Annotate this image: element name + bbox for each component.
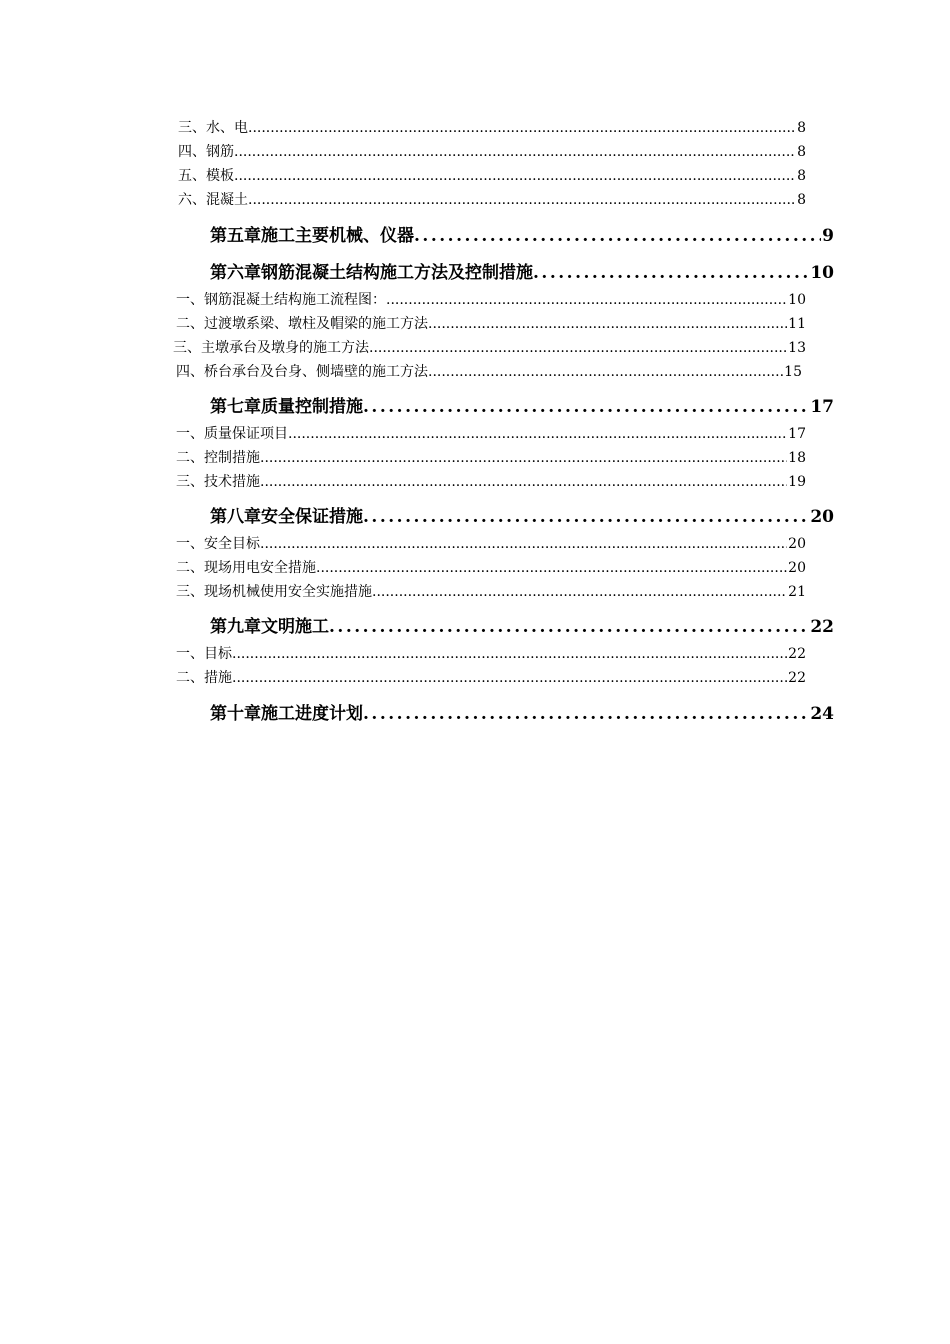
toc-entry-page: 10 [788, 292, 806, 308]
chapter-number: 第五章 [210, 226, 261, 246]
toc-entry-page: 18 [788, 450, 806, 466]
toc-chapter[interactable] [210, 224, 834, 248]
toc-chapter[interactable] [210, 395, 834, 419]
toc-entry-label: 三、技术措施 [176, 474, 260, 490]
toc-entry-label: 五、模板 [178, 168, 234, 184]
toc-entry-label: 一、安全目标 [176, 536, 260, 552]
toc-entry-page: 8 [797, 168, 806, 184]
toc-entry[interactable] [178, 142, 806, 162]
dot-leader [414, 224, 821, 248]
toc-entry-label: 一、目标 [176, 646, 232, 662]
dot-leader [232, 644, 787, 664]
dot-leader [428, 314, 787, 334]
toc-entry-label: 一、钢筋混凝土结构施工流程图： [176, 292, 386, 308]
chapter-page: 20 [810, 507, 834, 527]
toc-entry[interactable] [176, 644, 806, 664]
toc-entry[interactable] [176, 448, 806, 468]
toc-chapter[interactable] [210, 702, 834, 726]
chapter-page: 17 [810, 397, 834, 417]
toc-entry[interactable] [176, 472, 806, 492]
dot-leader [372, 582, 787, 602]
toc-entry-label: 二、控制措施 [176, 450, 260, 466]
dot-leader [234, 142, 796, 162]
toc-chapter[interactable] [210, 261, 834, 285]
dot-leader [363, 702, 809, 726]
toc-entry-label: 三、主墩承台及墩身的施工方法 [173, 340, 369, 356]
dot-leader [363, 505, 809, 529]
dot-leader [316, 558, 787, 578]
chapter-title: 施工进度计划 [261, 704, 363, 724]
chapter-title: 安全保证措施 [261, 507, 363, 527]
dot-leader [369, 338, 787, 358]
toc-entry-label: 二、现场用电安全措施 [176, 560, 316, 576]
toc-chapter[interactable] [210, 615, 834, 639]
toc-entry[interactable] [178, 166, 806, 186]
chapter-number: 第十章 [210, 704, 261, 724]
toc-entry-label: 一、质量保证项目 [176, 426, 288, 442]
dot-leader [288, 424, 787, 444]
toc-entry[interactable] [178, 190, 806, 210]
dot-leader [232, 668, 787, 688]
chapter-page: 22 [810, 617, 834, 637]
toc-entry[interactable] [176, 534, 806, 554]
dot-leader [386, 290, 787, 310]
dot-leader [329, 615, 809, 639]
toc-entry-page: 22 [788, 670, 806, 686]
chapter-title: 文明施工 [261, 617, 329, 637]
dot-leader [260, 534, 787, 554]
chapter-title: 质量控制措施 [261, 397, 363, 417]
dot-leader [234, 166, 796, 186]
chapter-number: 第八章 [210, 507, 261, 527]
toc-entry-label: 四、桥台承台及台身、侧墙壁的施工方法 [176, 364, 428, 380]
toc-entry-page: 8 [797, 120, 806, 136]
toc-entry-page: 8 [797, 144, 806, 160]
dot-leader [260, 472, 787, 492]
toc-entry-label: 三、水、电 [178, 120, 248, 136]
toc-entry-page: 20 [788, 560, 806, 576]
toc-entry-label: 六、混凝土 [178, 192, 248, 208]
toc-entry-label: 三、现场机械使用安全实施措施 [176, 584, 372, 600]
toc-entry-page: 19 [788, 474, 806, 490]
chapter-page: 9 [822, 226, 834, 246]
chapter-number: 第六章 [210, 263, 261, 283]
toc-chapter[interactable] [210, 505, 834, 529]
toc-entry-label: 二、过渡墩系梁、墩柱及帽梁的施工方法 [176, 316, 428, 332]
chapter-number: 第七章 [210, 397, 261, 417]
dot-leader [248, 190, 796, 210]
toc-entry-label: 二、措施 [176, 670, 232, 686]
toc-entry[interactable] [176, 558, 806, 578]
toc-entry[interactable] [176, 362, 802, 382]
chapter-title: 钢筋混凝土结构施工方法及控制措施 [261, 263, 533, 283]
toc-entry-page: 13 [788, 340, 806, 356]
toc-entry[interactable] [176, 290, 806, 310]
toc-entry[interactable] [176, 582, 806, 602]
toc-entry[interactable] [176, 424, 806, 444]
toc-entry-page: 17 [788, 426, 806, 442]
toc-entry[interactable] [173, 338, 806, 358]
dot-leader [363, 395, 809, 419]
toc-entry[interactable] [176, 314, 806, 334]
chapter-title: 施工主要机械、仪器 [261, 226, 414, 246]
toc-entry-page: 22 [788, 646, 806, 662]
toc-entry-label: 四、钢筋 [178, 144, 234, 160]
chapter-page: 10 [810, 263, 834, 283]
dot-leader [428, 362, 783, 382]
dot-leader [248, 118, 796, 138]
toc-entry[interactable] [178, 118, 806, 138]
toc-entry-page: 8 [797, 192, 806, 208]
chapter-number: 第九章 [210, 617, 261, 637]
toc-entry-page: 21 [788, 584, 806, 600]
dot-leader [533, 261, 809, 285]
toc-entry-page: 15 [784, 364, 802, 380]
toc-entry[interactable] [176, 668, 806, 688]
toc-entry-page: 20 [788, 536, 806, 552]
toc-entry-page: 11 [788, 316, 806, 332]
chapter-page: 24 [810, 704, 834, 724]
dot-leader [260, 448, 787, 468]
